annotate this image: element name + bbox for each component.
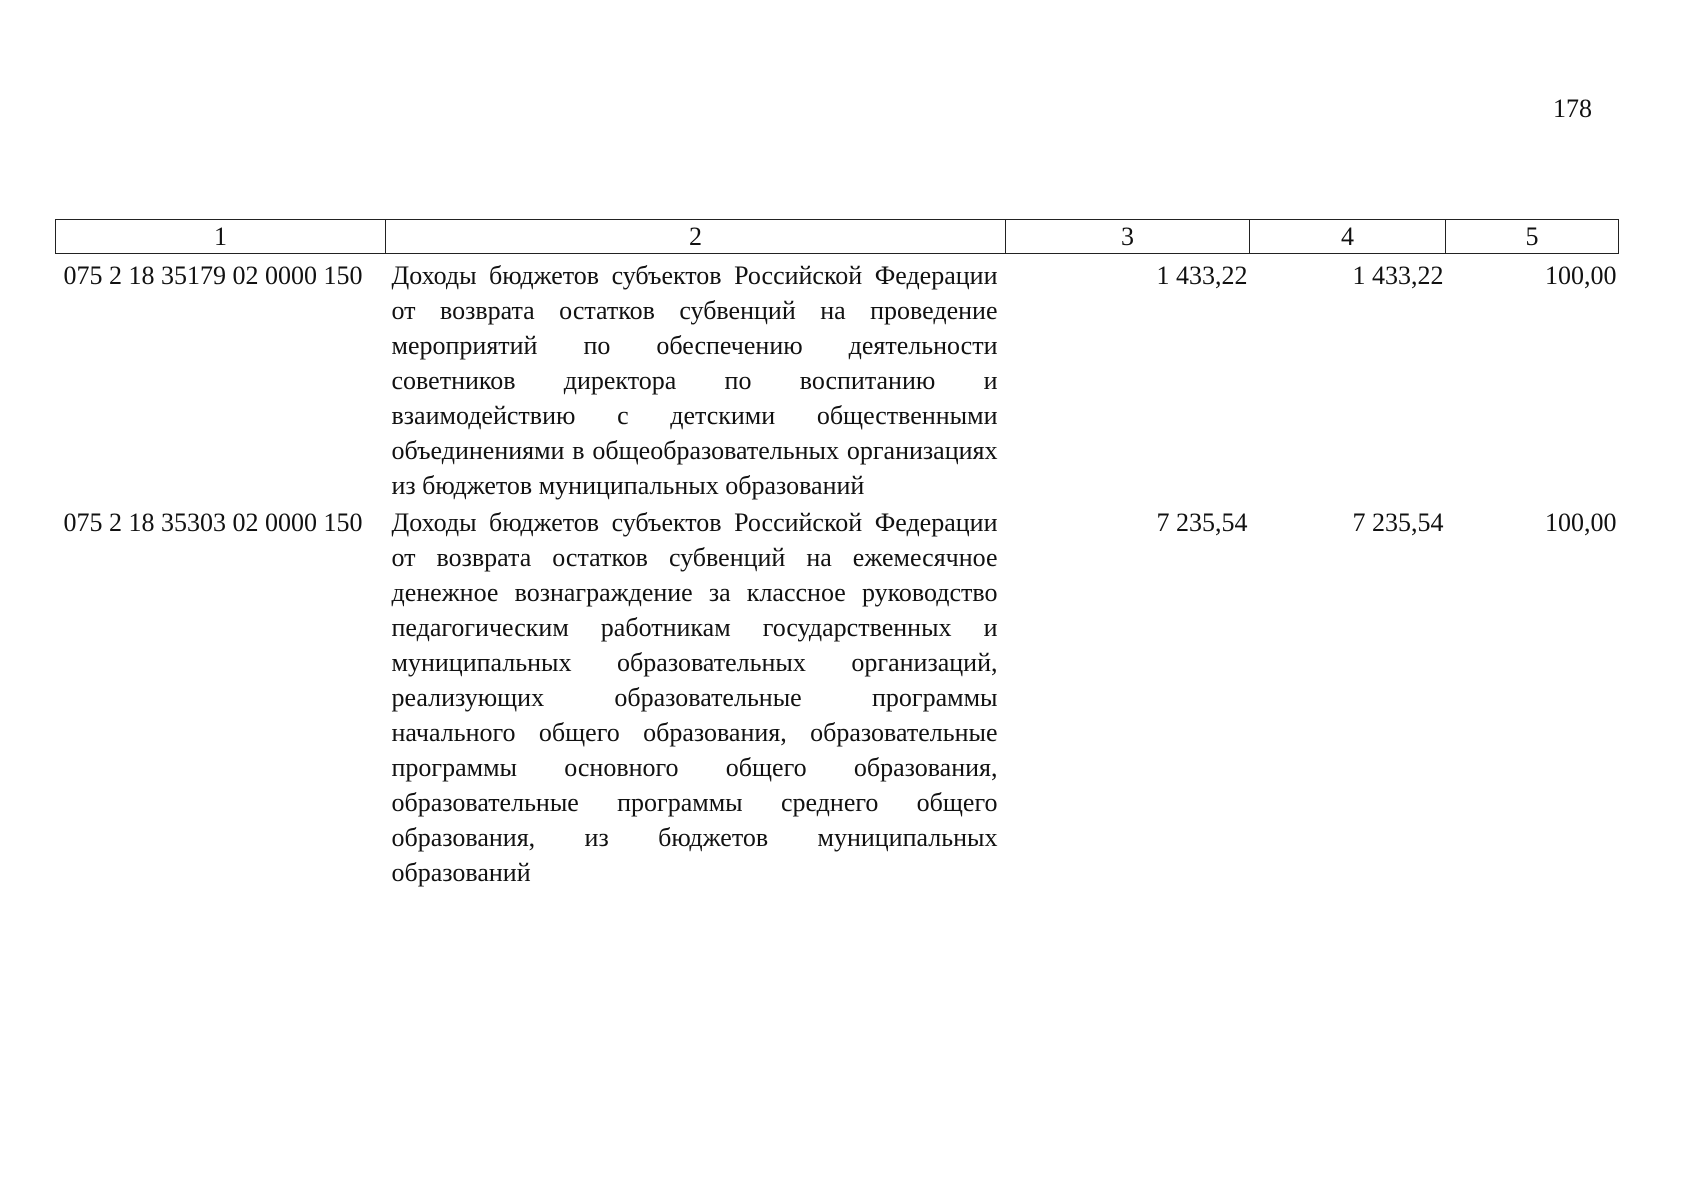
income-code: 075 2 18 35179 02 0000 150	[63, 261, 363, 290]
header-col-4: 4	[1250, 220, 1446, 254]
table-row	[56, 254, 1619, 504]
income-description: Доходы бюджетов субъектов Российской Федерации от возврата остатков субвенций на ежемесячное денежное вознаграждение за классное руководство педагогическим работникам государственных и муниципальных образовательных организаций, реализующих образовательные программы начального общего образования, образовательные программы основного общего образования, образовательные программы среднего общего образования, из бюджетов муниципальных образований	[391, 508, 998, 887]
amount-col-4: 7 235,54	[1352, 508, 1444, 537]
table-row	[56, 503, 1619, 890]
header-col-1: 1	[56, 220, 386, 254]
budget-table	[55, 219, 1619, 890]
amount-col-3: 1 433,22	[1156, 261, 1248, 290]
percent-col-5: 100,00	[1545, 261, 1617, 290]
page-number: 178	[1553, 94, 1592, 123]
amount-col-3: 7 235,54	[1156, 508, 1248, 537]
percent-col-5: 100,00	[1545, 508, 1617, 537]
table-header-row	[56, 220, 1619, 254]
income-description: Доходы бюджетов субъектов Российской Федерации от возврата остатков субвенций на проведение мероприятий по обеспечению деятельности советников директора по воспитанию и взаимодействию с детскими общественными объединениями в общеобразовательных организациях из бюджетов муниципальных образований	[391, 261, 998, 500]
amount-col-4: 1 433,22	[1352, 261, 1444, 290]
header-col-5: 5	[1446, 220, 1619, 254]
header-col-3: 3	[1006, 220, 1250, 254]
income-code: 075 2 18 35303 02 0000 150	[63, 508, 363, 537]
header-col-2: 2	[386, 220, 1006, 254]
